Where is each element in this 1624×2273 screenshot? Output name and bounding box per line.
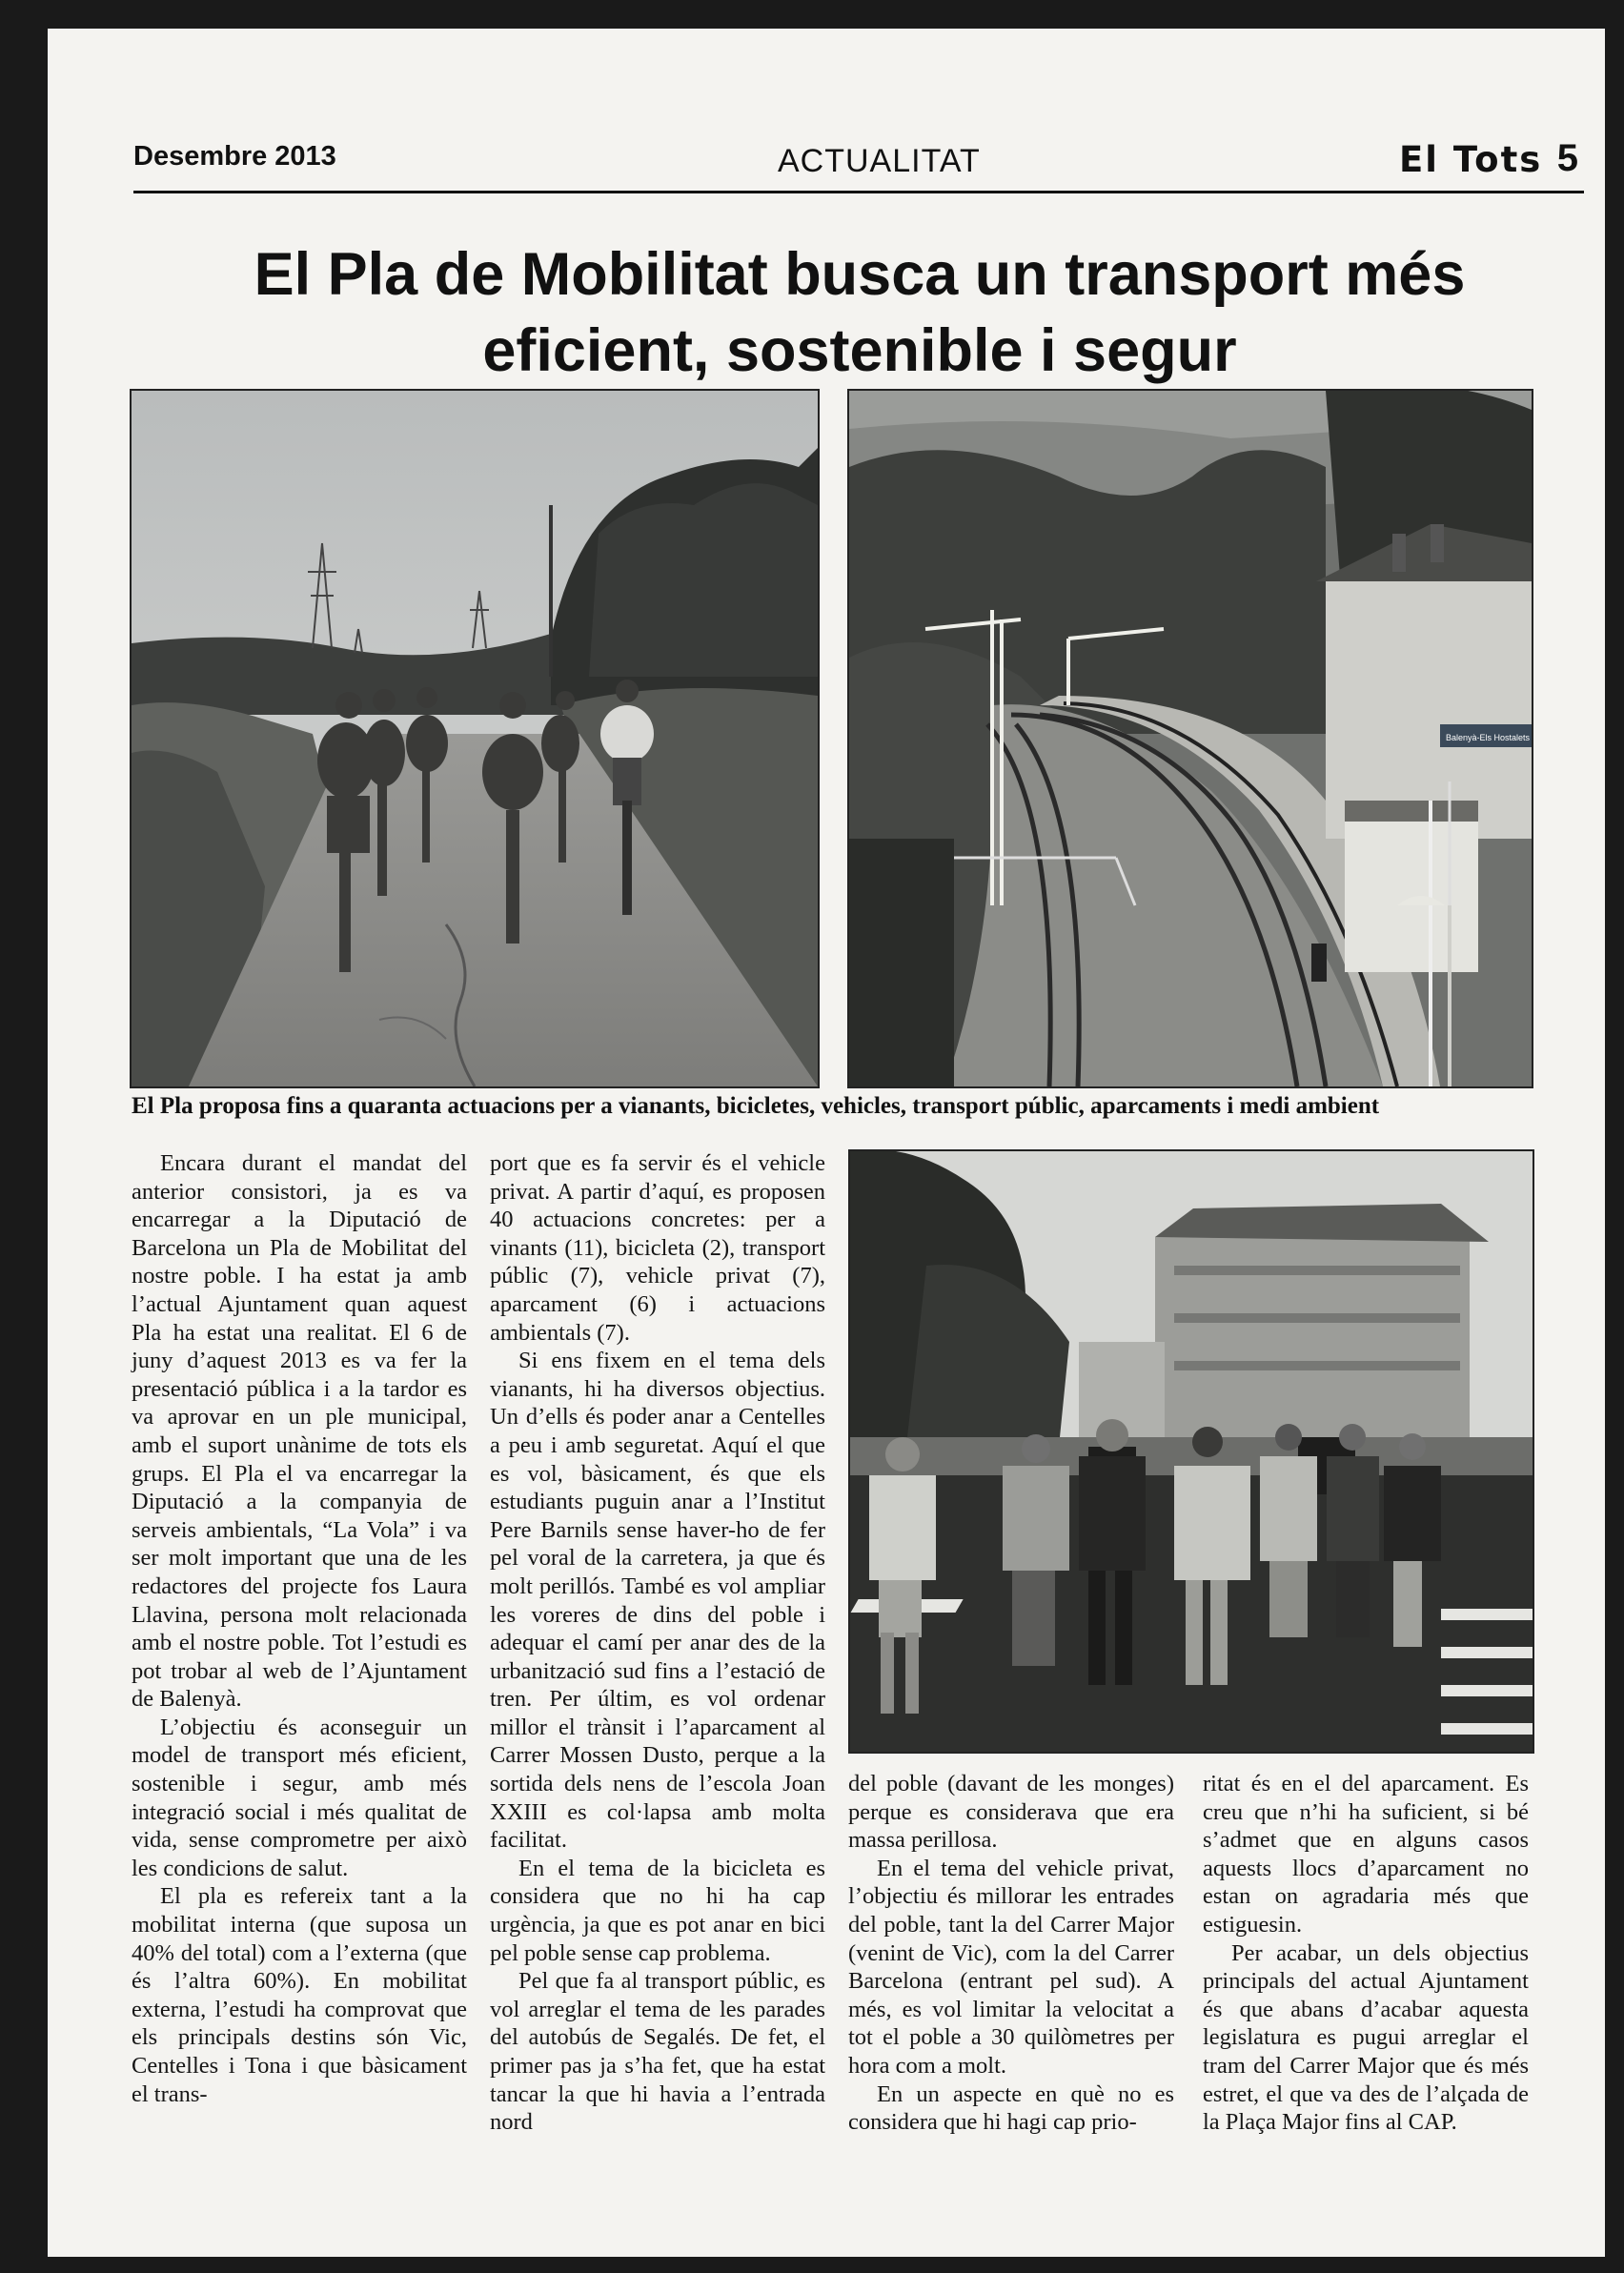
photo-cyclists bbox=[130, 389, 820, 1088]
paragraph: del poble (davant de les monges) perque es considerava que era massa perillosa. bbox=[848, 1771, 1174, 1854]
newspaper-name: El Tots bbox=[1399, 139, 1543, 180]
title-line-1: El Pla de Mobilitat busca un transport més bbox=[254, 241, 1466, 308]
station-sign: Balenyà-Els Hostalets bbox=[1446, 733, 1531, 742]
article-column-4 bbox=[1203, 1770, 1529, 2137]
paragraph: En el tema de la bicicleta es considera que no hi ha cap urgència, ja que es pot anar en bici pel poble sense cap problema. bbox=[490, 1855, 825, 1966]
article-column-2 bbox=[490, 1149, 825, 2137]
article-column-1 bbox=[132, 1149, 467, 2108]
article-column-3 bbox=[848, 1770, 1174, 2137]
paragraph: L’objectiu és aconseguir un model de transport més eficient, sostenible i segur, amb més integració social i més qualitat de vida, sense comprometre per això les condicions de salut. bbox=[132, 1714, 467, 1881]
paragraph: Per acabar, un dels objectius principals del actual Ajuntament és que abans d’acabar aquesta legislatura es pugui arreglar el tram del Carrer Major que és més estret, el que va des de l’alçada de la Plaça Major fins al CAP. bbox=[1203, 1939, 1529, 2136]
title-line-2: eficient, sostenible i segur bbox=[482, 317, 1237, 384]
header-rule bbox=[133, 191, 1584, 193]
photo-walkers bbox=[848, 1149, 1534, 1754]
page-header bbox=[133, 114, 1584, 194]
walkers-photo-image bbox=[850, 1151, 1533, 1752]
paragraph: Si ens fixem en el tema dels vianants, hi ha diversos objectius. Un d’ells és poder anar a Centelles a peu i amb seguretat. Aquí el que es vol, bàsicament, és que els estudiants puguin anar a l’Institut Pere Barnils sense haver-ho de fer pel voral de la carretera, ja que és molt perillós. També es vol ampliar les voreres de dins del poble i adequar el camí per anar des de la urbanització sud fins a l’estació de tren. Per últim, es vol ordenar millor el trànsit i l’aparcament al Carrer Mossen Dusto, perque a la sortida dels nens de l’escola Joan XXIII es col·lapsa amb molta facilitat. bbox=[490, 1348, 825, 1854]
paragraph: port que es fa servir és el vehicle privat. A partir d’aquí, es proposen 40 actuacions concretes: per a vinants (11), bicicleta (2), transport públic (7), vehicle privat (7), aparcament (6) i actuacions ambientals (7). bbox=[490, 1150, 825, 1346]
newspaper-page bbox=[48, 29, 1605, 2257]
issue-date: Desembre 2013 bbox=[133, 141, 336, 172]
section-name: ACTUALITAT bbox=[778, 143, 981, 179]
paragraph: En el tema del vehicle privat, l’objectiu és millorar les entrades del poble, tant la del Carrer Major (venint de Vic), com la del Carrer Barcelona (entrant pel sud). A més, es vol limitar la velocitat a tot el poble a 30 quilòmetres per hora com a molt. bbox=[848, 1855, 1174, 2079]
photo-station bbox=[847, 389, 1533, 1088]
paragraph: Pel que fa al transport públic, es vol arreglar el tema de les parades del autobús de Segalés. De fet, el primer pas ja s’ha fet, que ha estat tancar la que hi havia a l’entrada nord bbox=[490, 1968, 825, 2136]
paragraph: Encara durant el mandat del anterior consistori, ja es va encarregar a la Diputació de Barcelona un Pla de Mobilitat del nostre poble. I ha estat ja amb l’actual Ajuntament quan aquest Pla ha estat una realitat. El 6 de juny d’aquest 2013 es va fer la presentació pública i a la tardor es va aprovar en un ple municipal, amb el suport unànime de tots els grups. El Pla el va encarregar la Diputació a la companyia de serveis ambientals, “La Vola” i va ser molt important que una de les redactores del projecte fos Laura Llavina, persona molt relacionada amb el nostre poble. Tot l’estudi es pot trobar al web de l’Ajuntament de Balenyà. bbox=[132, 1150, 467, 1713]
paragraph: En un aspecte en què no es considera que hi hagi cap prio- bbox=[848, 2080, 1174, 2136]
page-number: 5 bbox=[1556, 137, 1578, 179]
cyclists-photo-image bbox=[132, 391, 818, 1086]
paragraph: El pla es refereix tant a la mobilitat interna (que suposa un 40% del total) com a l’externa (que és l’altra 60%). En mobilitat externa, l’estudi ha comprovat que els principals destins són Vic, Centelles i Tona i que bàsicament el trans- bbox=[132, 1883, 467, 2107]
article-title bbox=[162, 236, 1557, 389]
paragraph: ritat és en el del aparcament. Es creu que n’hi ha suficient, si bé s’admet que en alguns casos aquests llocs d’aparcament no estan on agradaria més que estiguesin. bbox=[1203, 1771, 1529, 1938]
station-photo-image bbox=[849, 391, 1532, 1086]
photo-caption: El Pla proposa fins a quaranta actuacions per a vianants, bicicletes, vehicles, transport públic, aparcaments i medi ambient bbox=[132, 1093, 1380, 1119]
